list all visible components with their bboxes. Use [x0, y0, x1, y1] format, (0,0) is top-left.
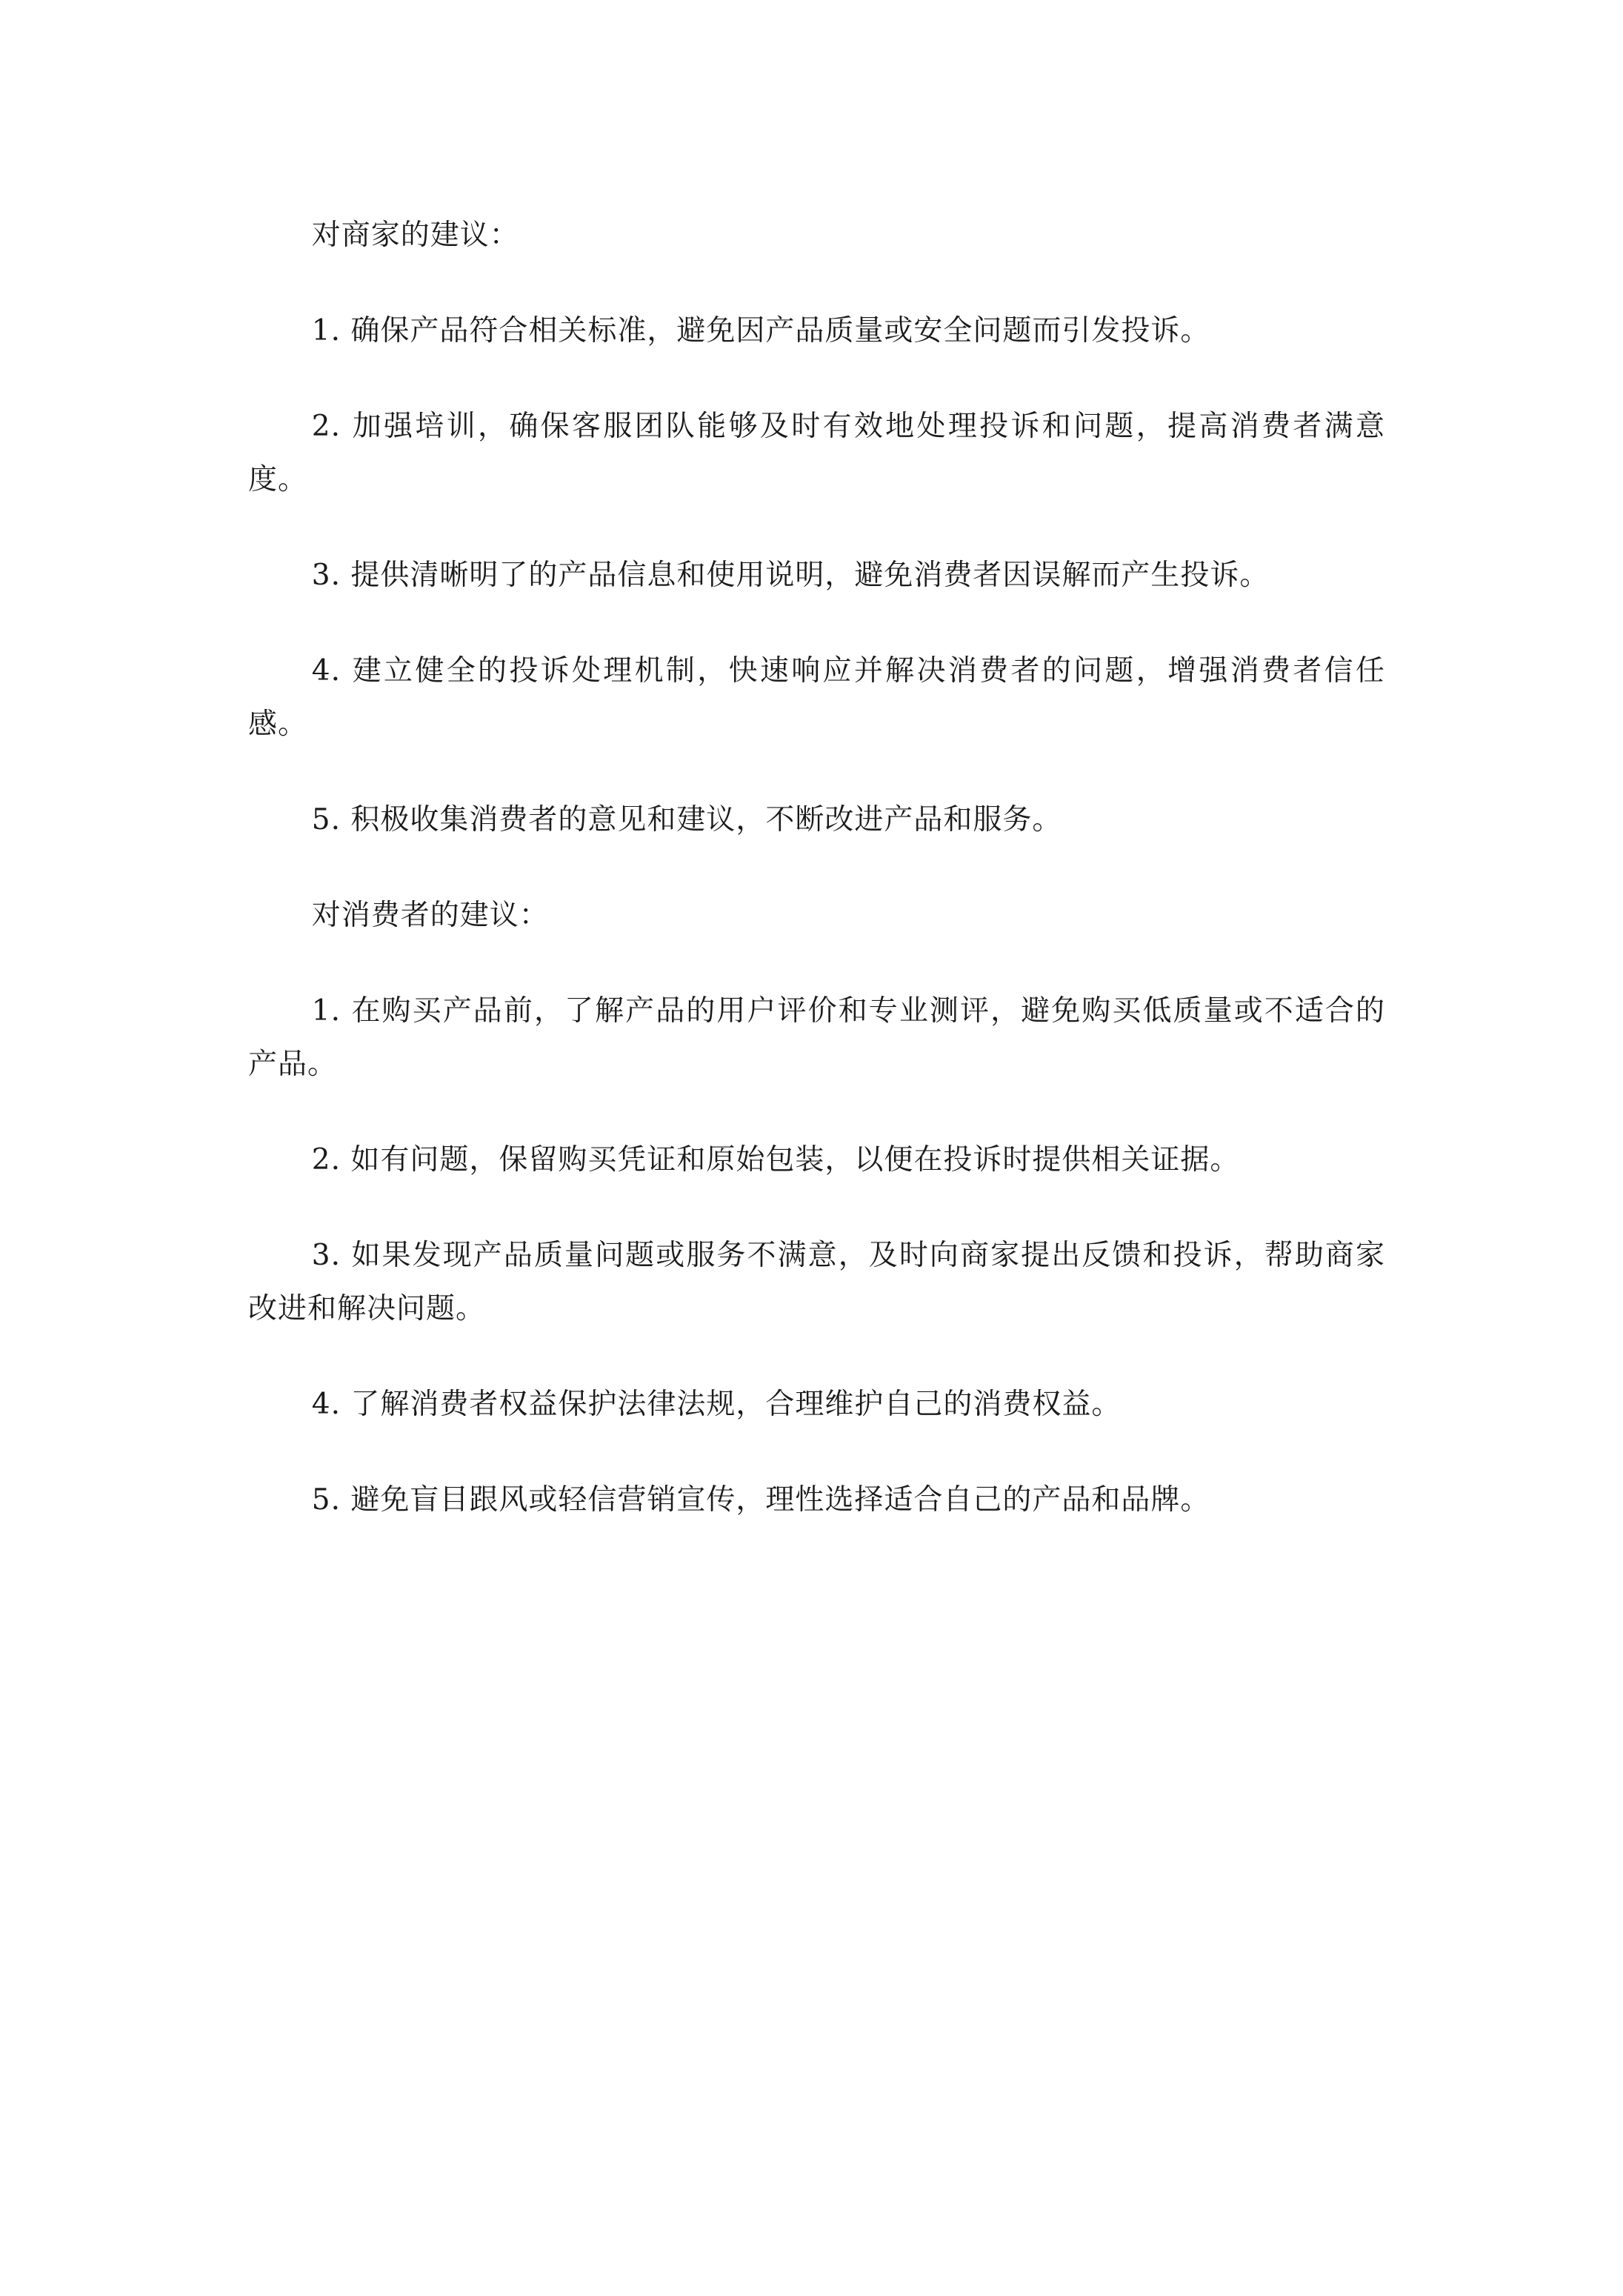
- merchant-item-3: 3. 提供清晰明了的产品信息和使用说明，避免消费者因误解而产生投诉。: [311, 559, 1270, 592]
- merchant-item-2: 2. 加强培训，确保客服团队能够及时有效地处理投诉和问题，提高消费者满意度。: [248, 410, 1385, 496]
- merchant-item-5: 5. 积极收集消费者的意见和建议，不断改进产品和服务。: [311, 803, 1062, 836]
- merchant-heading: 对商家的建议：: [311, 219, 519, 252]
- consumer-item-2: 2. 如有问题，保留购买凭证和原始包装，以便在投诉时提供相关证据。: [311, 1143, 1240, 1177]
- consumer-item-5: 5. 避免盲目跟风或轻信营销宣传，理性选择适合自己的产品和品牌。: [311, 1483, 1210, 1517]
- consumer-heading: 对消费者的建议：: [311, 899, 549, 932]
- merchant-item-1: 1. 确保产品符合相关标准，避免因产品质量或安全问题而引发投诉。: [311, 314, 1210, 347]
- consumer-item-4: 4. 了解消费者权益保护法律法规，合理维护自己的消费权益。: [311, 1388, 1122, 1421]
- document-body: [248, 209, 1385, 1527]
- consumer-item-3: 3. 如果发现产品质量问题或服务不满意，及时向商家提出反馈和投诉，帮助商家改进和解决问题。: [248, 1239, 1385, 1325]
- consumer-item-1: 1. 在购买产品前，了解产品的用户评价和专业测评，避免购买低质量或不适合的产品。: [248, 994, 1385, 1081]
- merchant-item-4: 4. 建立健全的投诉处理机制，快速响应并解决消费者的问题，增强消费者信任感。: [248, 654, 1385, 741]
